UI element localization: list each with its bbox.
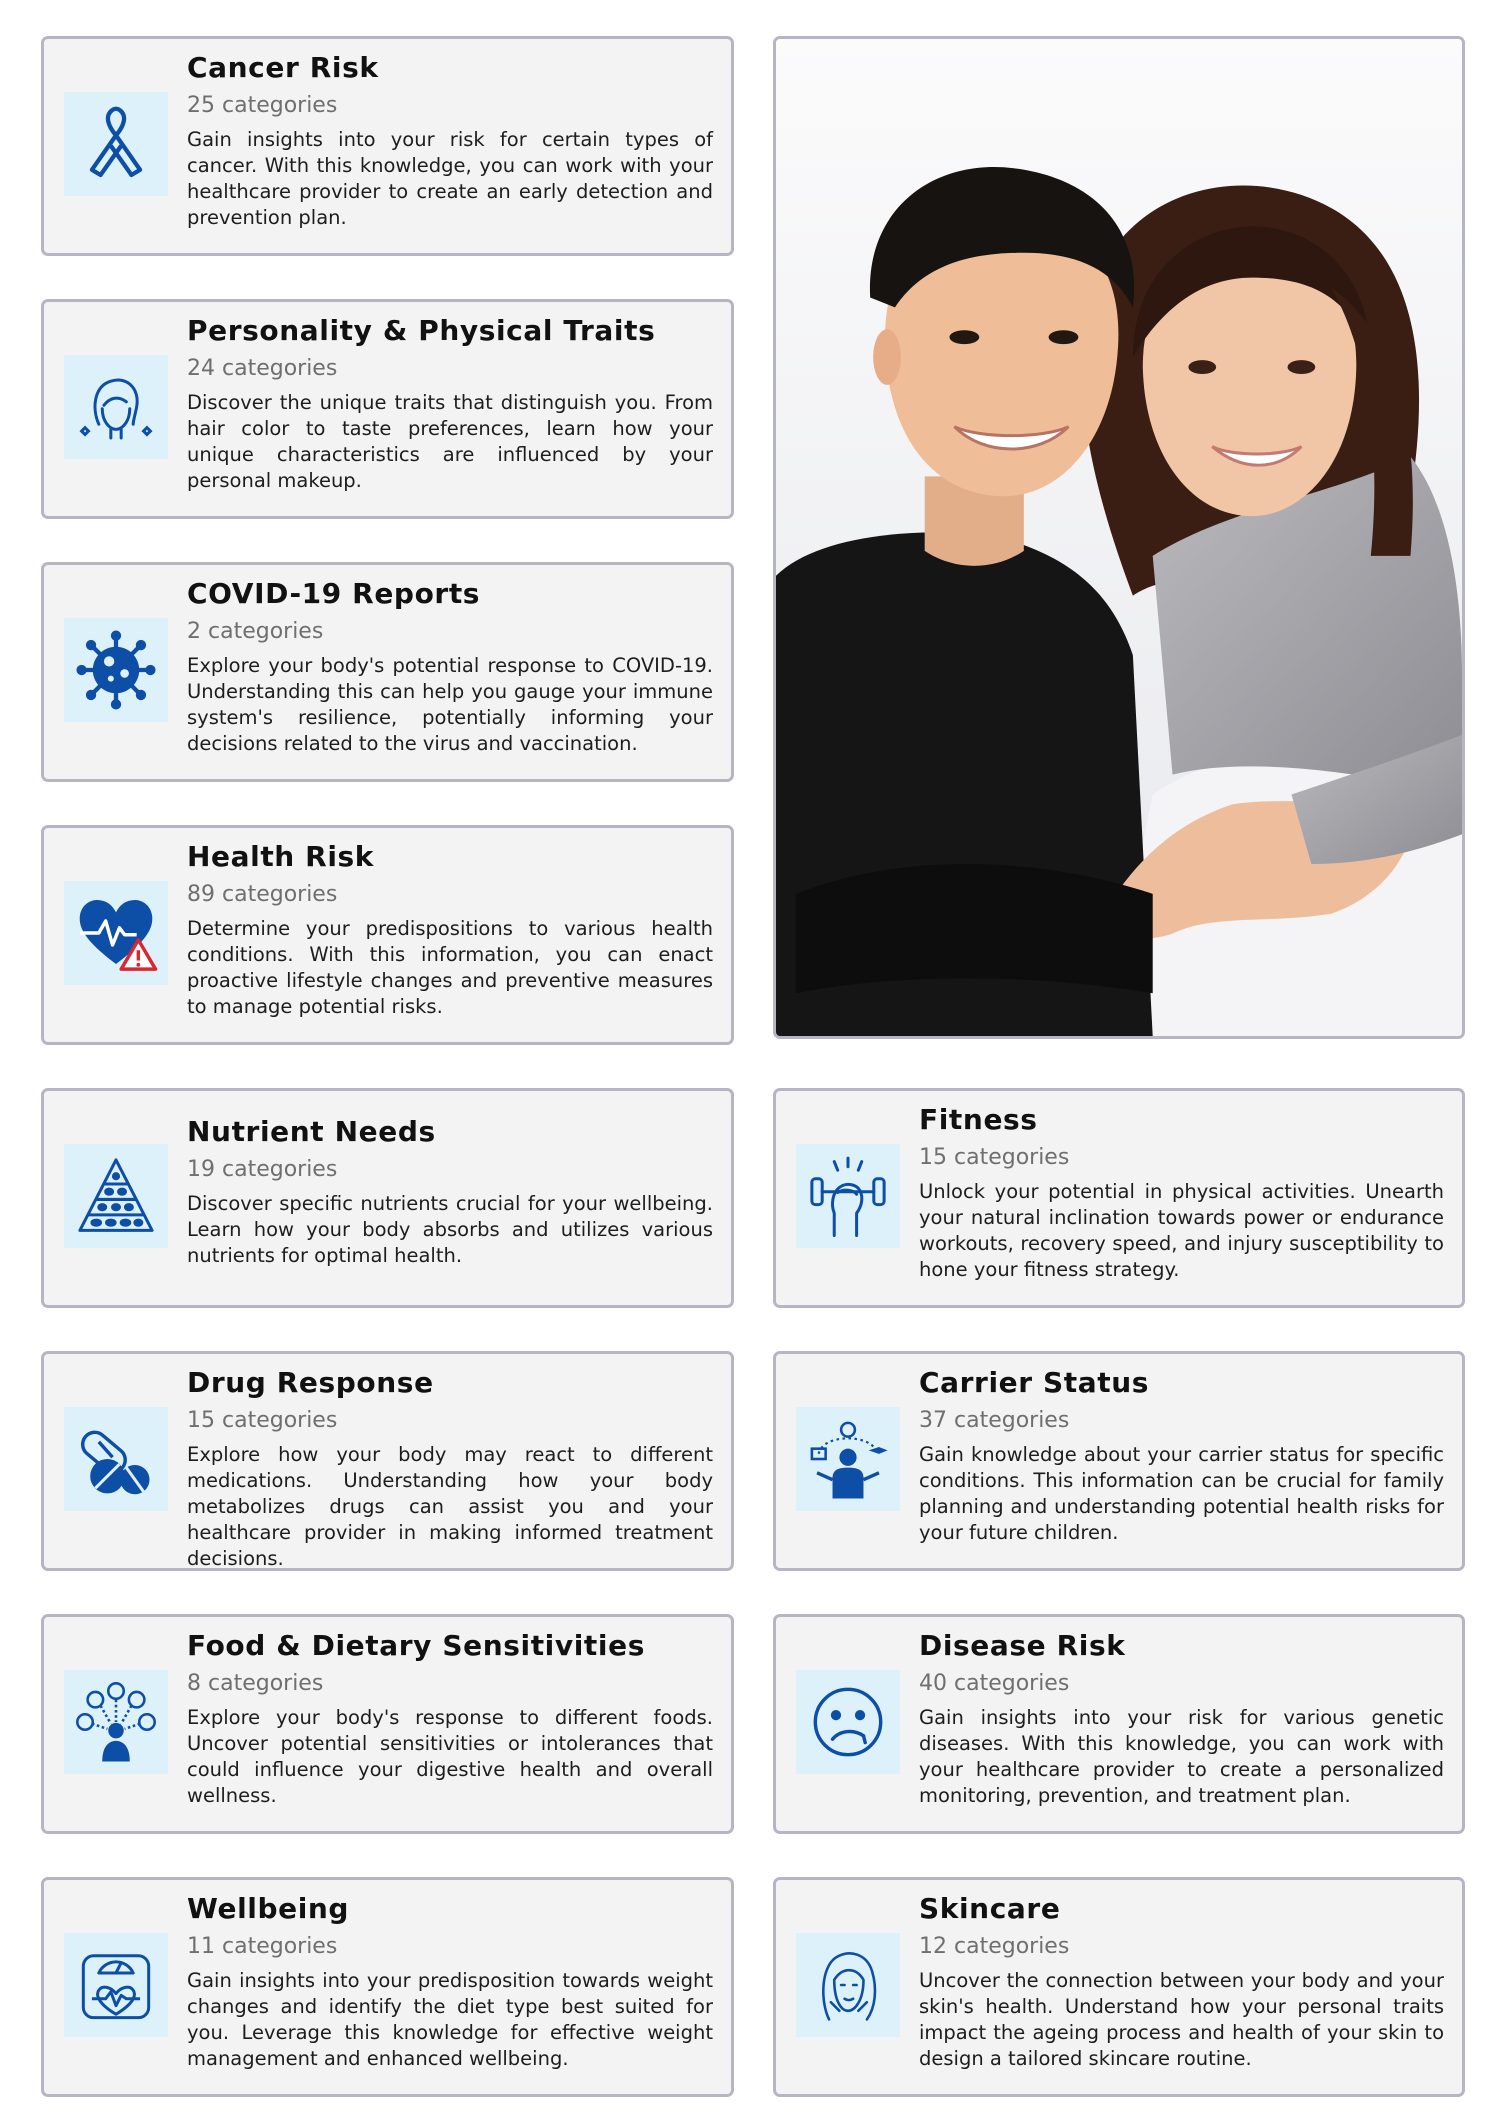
card-food-dietary-sensitivities[interactable] [41, 1614, 734, 1834]
food-pyramid-icon [64, 1144, 168, 1248]
card-title: Fitness [919, 1103, 1038, 1136]
card-covid-19-reports[interactable] [41, 562, 734, 782]
card-subtitle: 2 categories [187, 619, 324, 644]
pills-icon [64, 1407, 168, 1511]
card-personality-traits[interactable] [41, 299, 734, 519]
card-description: Uncover the connection between your body and your skin's health. Understand how your personal traits impact the ageing process and health of your skin to design a tailored skincare routine. [919, 1969, 1444, 2070]
card-subtitle: 19 categories [187, 1157, 338, 1182]
card-carrier-status[interactable] [773, 1351, 1465, 1571]
person-network-icon [796, 1407, 900, 1511]
card-subtitle: 40 categories [919, 1671, 1070, 1696]
card-fitness[interactable] [773, 1088, 1465, 1308]
dumbbell-icon [796, 1144, 900, 1248]
card-title: Personality & Physical Traits [187, 314, 656, 347]
card-description: Explore your body's potential response to COVID-19. Understanding this can help you gauge your immune system's resilience, potentially informing your decisions related to the virus and vaccination. [187, 654, 713, 755]
card-description: Discover specific nutrients crucial for your wellbeing. Learn how your body absorbs and utilizes various nutrients for optimal health. [187, 1192, 713, 1267]
card-description: Gain knowledge about your carrier status for specific conditions. This information can be crucial for family planning and understanding potential health risks for your future children. [919, 1443, 1444, 1544]
woman-face-icon [796, 1933, 900, 2037]
card-subtitle: 25 categories [187, 93, 338, 118]
card-description: Explore your body's response to different foods. Uncover potential sensitivities or intolerances that could influence your digestive health and overall wellness. [187, 1706, 713, 1807]
card-subtitle: 8 categories [187, 1671, 324, 1696]
card-title: Cancer Risk [187, 51, 379, 84]
card-health-risk[interactable] [41, 825, 734, 1045]
card-subtitle: 24 categories [187, 356, 338, 381]
card-description: Determine your predispositions to various health conditions. With this information, you can enact proactive lifestyle changes and preventive measures to manage potential risks. [187, 917, 713, 1018]
card-description: Discover the unique traits that distinguish you. From hair color to taste preferences, learn how your unique characteristics are influenced by your personal makeup. [187, 391, 713, 492]
couple-photo [773, 36, 1465, 1039]
card-disease-risk[interactable] [773, 1614, 1465, 1834]
card-title: Skincare [919, 1892, 1061, 1925]
card-drug-response[interactable] [41, 1351, 734, 1571]
card-description: Unlock your potential in physical activities. Unearth your natural inclination towards power or endurance workouts, recovery speed, and injury susceptibility to hone your fitness strategy. [919, 1180, 1444, 1281]
face-icon [64, 355, 168, 459]
scale-heart-icon [64, 1933, 168, 2037]
card-title: Drug Response [187, 1366, 434, 1399]
card-subtitle: 12 categories [919, 1934, 1070, 1959]
card-description: Gain insights into your risk for various genetic diseases. With this knowledge, you can work with your healthcare provider to create a personalized monitoring, prevention, and treatment plan. [919, 1706, 1444, 1807]
card-subtitle: 11 categories [187, 1934, 338, 1959]
card-title: Wellbeing [187, 1892, 350, 1925]
ribbon-icon [64, 92, 168, 196]
card-title: Nutrient Needs [187, 1115, 436, 1148]
card-description: Gain insights into your risk for certain types of cancer. With this knowledge, you can work with your healthcare provider to create an early detection and prevention plan. [187, 128, 713, 229]
heart-warning-icon [64, 881, 168, 985]
card-title: COVID-19 Reports [187, 577, 481, 610]
card-cancer-risk[interactable] [41, 36, 734, 256]
card-subtitle: 15 categories [187, 1408, 338, 1433]
card-subtitle: 15 categories [919, 1145, 1070, 1170]
card-title: Carrier Status [919, 1366, 1150, 1399]
card-subtitle: 89 categories [187, 882, 338, 907]
food-sensitivity-icon [64, 1670, 168, 1774]
card-description: Gain insights into your predisposition towards weight changes and identify the diet type best suited for you. Leverage this knowledge for effective weight management and enhanced wellbeing. [187, 1969, 713, 2070]
card-skincare[interactable] [773, 1877, 1465, 2097]
card-title: Health Risk [187, 840, 375, 873]
virus-icon [64, 618, 168, 722]
card-subtitle: 37 categories [919, 1408, 1070, 1433]
card-wellbeing[interactable] [41, 1877, 734, 2097]
card-description: Explore how your body may react to different medications. Understanding how your body metabolizes drugs can assist you and your healthcare provider in making informed treatment decisions. [187, 1443, 713, 1570]
sick-face-icon [796, 1670, 900, 1774]
card-nutrient-needs[interactable] [41, 1088, 734, 1308]
card-title: Disease Risk [919, 1629, 1126, 1662]
card-title: Food & Dietary Sensitivities [187, 1629, 645, 1662]
